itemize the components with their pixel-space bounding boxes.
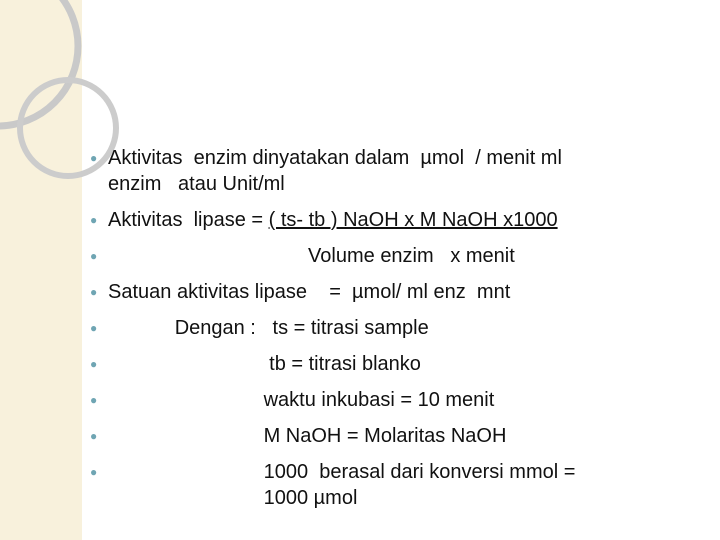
bullet-icon: ● <box>90 151 98 165</box>
bullet-icon: ● <box>90 465 98 479</box>
bullet-icon: ● <box>90 213 98 227</box>
bullet-item <box>90 387 700 413</box>
bullet-item <box>90 243 700 269</box>
bullet-text: Aktivitas enzim dinyatakan dalam µmol / menit ml enzim atau Unit/ml <box>108 147 562 195</box>
bullet-icon: ● <box>90 429 98 443</box>
bullet-icon: ● <box>90 249 98 263</box>
bullet-text: M NaOH = Molaritas NaOH <box>108 425 507 447</box>
bullet-icon: ● <box>90 321 98 335</box>
bullet-item <box>90 459 700 511</box>
bullet-item <box>90 145 700 197</box>
bullet-item <box>90 351 700 377</box>
bullet-text: Dengan : ts = titrasi sample <box>108 317 429 339</box>
bullet-item <box>90 423 700 449</box>
bullet-icon: ● <box>90 357 98 371</box>
formula-numerator: ( ts- tb ) NaOH x M NaOH x1000 <box>268 209 558 231</box>
slide-content <box>90 145 700 521</box>
bullet-icon: ● <box>90 285 98 299</box>
decorative-circle-large <box>0 0 78 126</box>
formula-denominator: Volume enzim x menit <box>108 245 515 267</box>
bullet-text <box>108 207 558 233</box>
bullet-item <box>90 279 700 305</box>
bullet-item <box>90 207 700 233</box>
bullet-item <box>90 315 700 341</box>
bullet-icon: ● <box>90 393 98 407</box>
bullet-text: Satuan aktivitas lipase = µmol/ ml enz mnt <box>108 281 511 303</box>
bullet-text: waktu inkubasi = 10 menit <box>108 389 495 411</box>
formula-prefix: Aktivitas lipase = <box>108 209 269 231</box>
bullet-text: 1000 berasal dari konversi mmol = 1000 µmol <box>263 461 576 509</box>
bullet-text: tb = titrasi blanko <box>108 353 421 375</box>
